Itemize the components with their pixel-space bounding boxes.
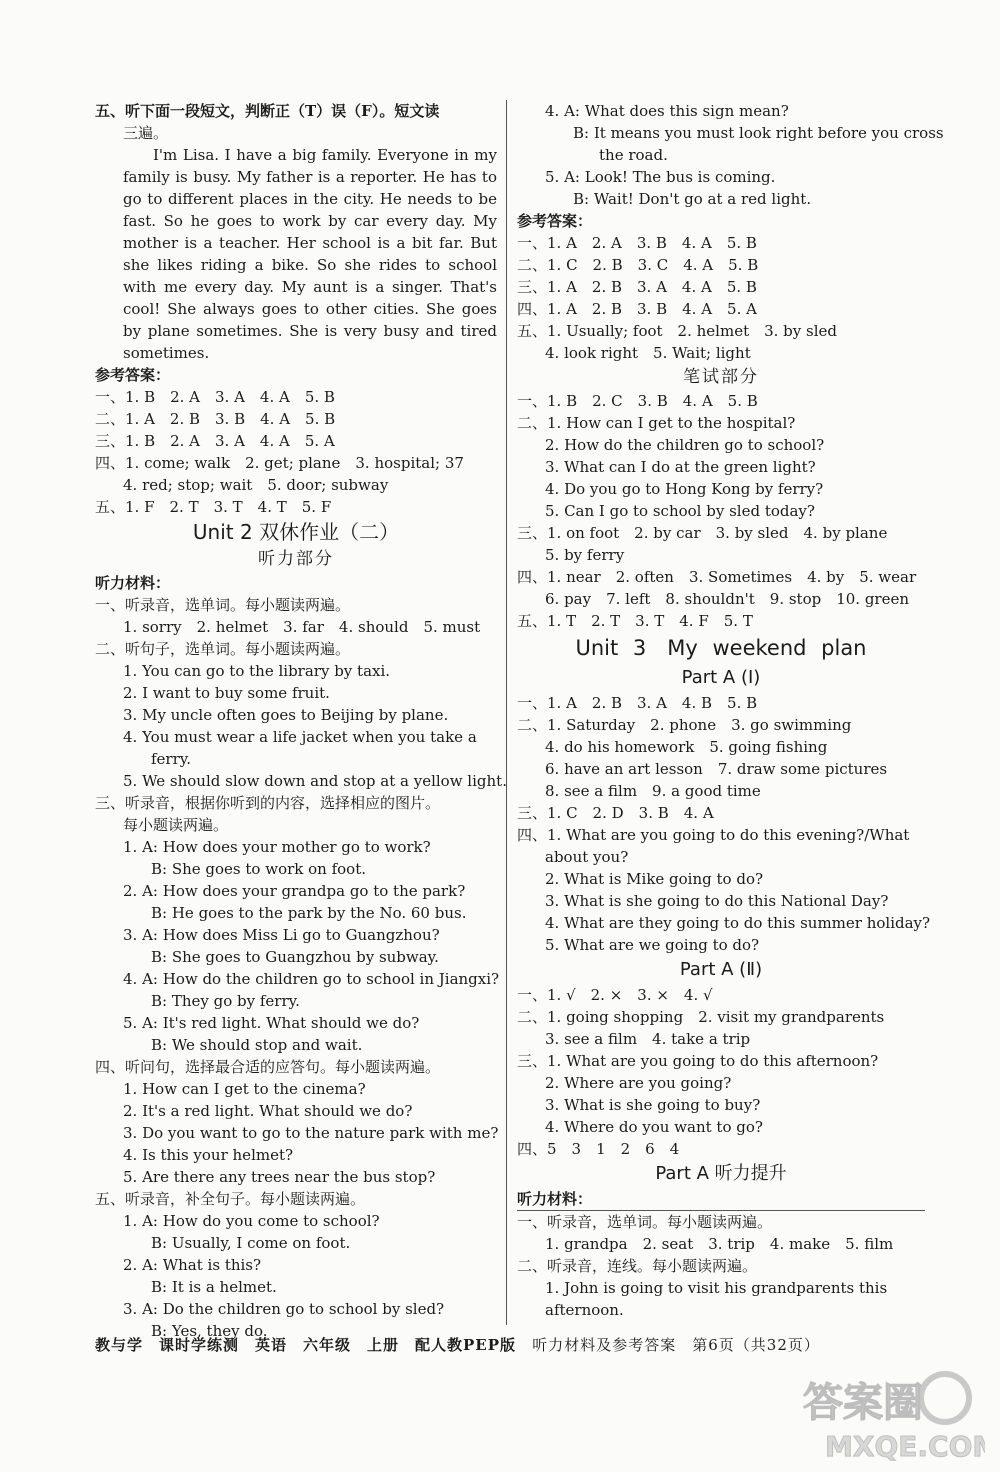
column-divider: [506, 100, 507, 1325]
dialog-line: the road.: [599, 146, 668, 164]
dialog-line: 1. A: How do you come to school?: [123, 1212, 380, 1230]
dialog-line: 3. A: How does Miss Li go to Guangzhou?: [123, 926, 440, 944]
answer-line: 5. Can I go to school by sled today?: [545, 502, 815, 520]
dialog-line: B: He goes to the park by the No. 60 bus.: [151, 904, 467, 922]
list-item: 1. grandpa 2. seat 3. trip 4. make 5. film: [545, 1235, 894, 1253]
answer-line: 3. What is she going to do this National Day?: [545, 892, 889, 910]
section-header: 二、听句子，选单词。每小题读两遍。: [95, 640, 351, 658]
dialog-line: 4. A: How do the children go to school in Jiangxi?: [123, 970, 500, 988]
answer-line: 五、1. F 2. T 3. T 4. T 5. F: [95, 498, 332, 516]
answer-line: 三、1. What are you going to do this afternoon?: [517, 1052, 879, 1070]
answer-line: 二、1. Saturday 2. phone 3. go swimming: [517, 716, 852, 734]
materials-label: 听力材料：: [517, 1188, 925, 1211]
answer-line: 2. Where are you going?: [545, 1074, 732, 1092]
answer-line: 一、1. B 2. A 3. A 4. A 5. B: [95, 388, 335, 406]
answer-line: 6. have an art lesson 7. draw some pictures: [545, 760, 888, 778]
dialog-line: 4. A: What does this sign mean?: [545, 102, 789, 120]
list-item: 1. You can go to the library by taxi.: [123, 662, 391, 680]
answers-label: 参考答案：: [517, 212, 593, 230]
dialog-line: 5. A: Look! The bus is coming.: [545, 168, 776, 186]
list-item: afternoon.: [545, 1301, 624, 1319]
unit3-title: Unit 3 My weekend plan: [575, 636, 867, 660]
materials-label: 听力材料：: [95, 574, 171, 592]
dialog-line: B: It means you must look right before you cross: [573, 124, 944, 142]
answer-line: 四、1. come; walk 2. get; plane 3. hospital; 37: [95, 454, 464, 472]
dialog-line: B: She goes to Guangzhou by subway.: [151, 948, 439, 966]
answer-line: 三、1. on foot 2. by car 3. by sled 4. by plane: [517, 524, 888, 542]
answer-line: 4. red; stop; wait 5. door; subway: [123, 476, 389, 494]
list-item: 5. Are there any trees near the bus stop?: [123, 1168, 436, 1186]
answer-line: 一、1. B 2. C 3. B 4. A 5. B: [517, 392, 758, 410]
answer-line: 5. What are we going to do?: [545, 936, 760, 954]
section-header: 一、听录音，选单词。每小题读两遍。: [95, 596, 351, 614]
dialog-line: B: We should stop and wait.: [151, 1036, 363, 1054]
dialog-line: B: She goes to work on foot.: [151, 860, 366, 878]
list-item: 4. Is this your helmet?: [123, 1146, 294, 1164]
dialog-line: B: They go by ferry.: [151, 992, 300, 1010]
answer-line: 一、1. √ 2. × 3. × 4. √: [517, 986, 713, 1004]
section-header: 二、听录音，连线。每小题读两遍。: [517, 1257, 758, 1275]
section-header: 五、听录音，补全句子。每小题读两遍。: [95, 1190, 366, 1208]
answer-line: 四、1. What are you going to do this evening?/What: [517, 826, 910, 844]
answer-line: 四、1. A 2. B 3. B 4. A 5. A: [517, 300, 757, 318]
unit2-title: Unit 2 双休作业（二）: [192, 520, 400, 544]
answer-line: 2. How do the children go to school?: [545, 436, 825, 454]
dialog-line: B: Usually, I come on foot.: [151, 1234, 351, 1252]
list-item: 3. My uncle often goes to Beijing by plane.: [123, 706, 449, 724]
answer-line: 五、1. T 2. T 3. T 4. F 5. T: [517, 612, 753, 630]
footer-series: 教与学 课时学练测 英语 六年级 上册 配人教PEP版: [95, 1336, 516, 1354]
section-header: 四、听问句，选择最合适的应答句。每小题读两遍。: [95, 1058, 441, 1076]
answer-line: 三、1. A 2. B 3. A 4. A 5. B: [517, 278, 757, 296]
written-section-title: 笔试部分: [683, 367, 759, 387]
list-item: 3. Do you want to go to the nature park with me?: [123, 1124, 499, 1142]
dialog-line: 1. A: How does your mother go to work?: [123, 838, 431, 856]
right-column: [517, 100, 944, 1321]
answer-line: 3. What is she going to buy?: [545, 1096, 761, 1114]
answer-line: 8. see a film 9. a good time: [545, 782, 761, 800]
dialog-line: B: Wait! Don't go at a red light.: [573, 190, 812, 208]
dialog-line: 3. A: Do the children go to school by sled?: [123, 1300, 445, 1318]
dialog-line: B: Yes, they do.: [151, 1322, 268, 1340]
watermark-url: MXQE.COM: [825, 1430, 985, 1463]
answers-label: 参考答案：: [95, 366, 171, 384]
answer-line: 四、5 3 1 2 6 4: [517, 1140, 680, 1158]
page-footer: [95, 1332, 925, 1358]
section-header: 三、听录音，根据你听到的内容，选择相应的图片。: [95, 794, 441, 812]
dialog-line: B: It is a helmet.: [151, 1278, 277, 1296]
answer-line: 4. What are they going to do this summer holiday?: [545, 914, 931, 932]
dialog-line: 2. A: How does your grandpa go to the park?: [123, 882, 466, 900]
q5-header-cont: 三遍。: [123, 124, 169, 142]
answer-line: 四、1. near 2. often 3. Sometimes 4. by 5. wear: [517, 568, 917, 586]
list-item: 5. We should slow down and stop at a yellow light.: [123, 772, 507, 790]
answer-line: 2. What is Mike going to do?: [545, 870, 764, 888]
answer-line: 4. Do you go to Hong Kong by ferry?: [545, 480, 824, 498]
part-a-listening-title: Part A 听力提升: [655, 1163, 787, 1184]
answer-line: 5. by ferry: [545, 546, 625, 564]
answer-line: 3. What can I do at the green light?: [545, 458, 816, 476]
answer-line: 三、1. C 2. D 3. B 4. A: [517, 804, 714, 822]
answer-line: 一、1. A 2. B 3. A 4. B 5. B: [517, 694, 758, 712]
watermark-text: 答案圈: [803, 1380, 923, 1426]
left-column: [95, 100, 507, 1342]
list-item: 2. I want to buy some fruit.: [123, 684, 330, 702]
list-item: 1. How can I get to the cinema?: [123, 1080, 366, 1098]
answer-line: 二、1. C 2. B 3. C 4. A 5. B: [517, 256, 759, 274]
footer-page-info: 听力材料及参考答案 第6页（共32页）: [532, 1336, 820, 1354]
list-item: ferry.: [151, 750, 192, 768]
section-header-cont: 每小题读两遍。: [123, 816, 229, 834]
answer-line: 二、1. A 2. B 3. B 4. A 5. B: [95, 410, 336, 428]
answer-line: 二、1. How can I get to the hospital?: [517, 414, 796, 432]
answer-line: 6. pay 7. left 8. shouldn't 9. stop 10. green: [545, 590, 910, 608]
list-item: 4. You must wear a life jacket when you take a: [123, 728, 477, 746]
answer-line: 3. see a film 4. take a trip: [545, 1030, 751, 1048]
q5-header: 五、听下面一段短文，判断正（T）误（F）。短文读: [95, 102, 440, 120]
list-item: 1. John is going to visit his grandparents this: [545, 1279, 888, 1297]
answer-line: 4. do his homework 5. going fishing: [545, 738, 828, 756]
watermark-logo-icon: [795, 1368, 985, 1468]
part-a1-title: Part A (Ⅰ): [681, 667, 761, 688]
watermark-logo: [795, 1368, 985, 1468]
answer-line: 二、1. going shopping 2. visit my grandparents: [517, 1008, 885, 1026]
answer-line: 五、1. Usually; foot 2. helmet 3. by sled: [517, 322, 837, 340]
dialog-line: 5. A: It's red light. What should we do?: [123, 1014, 420, 1032]
answer-line: 4. look right 5. Wait; light: [545, 344, 751, 362]
part-a2-title: Part A (Ⅱ): [679, 959, 763, 980]
listening-section-title: 听力部分: [258, 549, 334, 569]
section-header: 一、听录音，选单词。每小题读两遍。: [517, 1213, 773, 1231]
list-item: 2. It's a red light. What should we do?: [123, 1102, 413, 1120]
answer-line: 4. Where do you want to go?: [545, 1118, 763, 1136]
answer-line: about you?: [545, 848, 629, 866]
answer-line: 三、1. B 2. A 3. A 4. A 5. A: [95, 432, 335, 450]
dialog-line: 2. A: What is this?: [123, 1256, 262, 1274]
list-item: 1. sorry 2. helmet 3. far 4. should 5. must: [123, 618, 481, 636]
answer-line: 一、1. A 2. A 3. B 4. A 5. B: [517, 234, 757, 252]
listening-passage: I'm Lisa. I have a big family. Everyone in my family is busy. My father is a reporter. He has to go to different places in the city. He needs to be fast. So he goes to work by car every day. My mother is a teacher. Her school is a bit far. But she likes riding a bike. So she rides to school with me every day. My aunt is a singer. That's cool! She always goes to other cities. She goes by plane sometimes. She is very busy and tired sometimes.: [123, 146, 497, 362]
